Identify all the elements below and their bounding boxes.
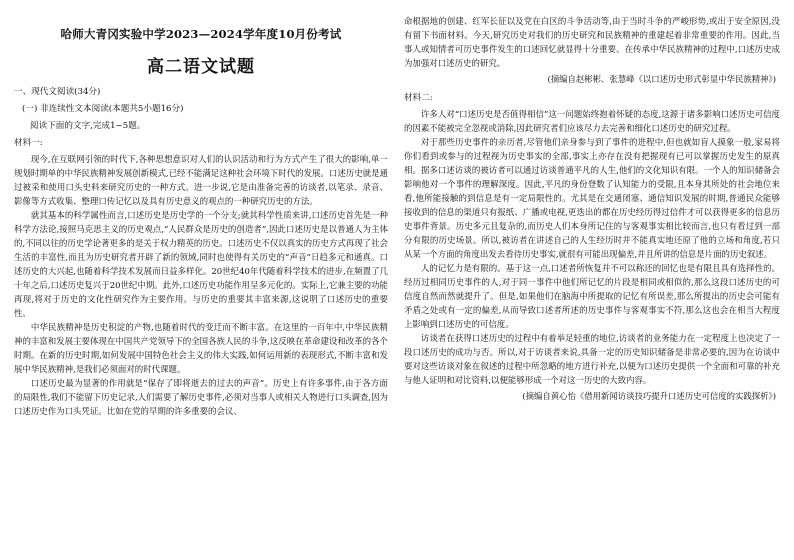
material-one-paragraph: 中华民族精神是历史积淀的产物,也随着时代的变迁而不断丰富。在这里的一百年中,中华民族精神的丰富和发展主要体现在中国共产党领导下的全国各族人民的斗争,这反映在革命建设和改革的各个时期。在新的历史时期,如何发展中国特色社会主义的伟大实践,如何运用新的表现形式,不断丰富和发展中华民族精神,是我们必须面对的时代课题。	[14, 322, 388, 374]
material-two-source: (摘编自黄心怡《借用新闻访谈技巧提升口述历史可信度的实践探析》)	[522, 391, 776, 401]
section-heading: 一、现代文阅读(34分)	[14, 87, 101, 97]
material-two-paragraph: 访谈者在获得口述历史的过程中有着举足轻重的地位,访谈者的业务能力在一定程度上也决定了一段口述历史的成功与否。所以,对于访谈者来说,具备一定的历史知识储备是非常必要的,因为在访谈中要对这些访谈对象在叙述的过程中所忽略的地方进行补充,以便为口述历史提供一个全面和可靠的补充与他人证明和对比资料,以便能够形成一个对这一历史的大致内容。	[404, 333, 780, 385]
material-one-paragraph: 就其基本的科学属性而言,口述历史是历史学的一个分支;就其科学性质来讲,口述历史首先是一种科学方法论,接照马克思主义的历史观点,“人民群众是历史的创造者”,因此口述历史是以普通人为主体的,不同以往的历史学论著更多的是关于权力精英的历史。口述历史不仅以真实的历史方式再现了社会生活的丰富性,而且为历史研究者开辟了新的领域,同时也使得有关历史的“声音”日趋多元和通真。口述历史的大兴起,也随着科学技术发展而日益多样化。20世纪40年代随着科学技术的进步,在频置了几十年之后,口述历史复兴于20世纪中期。此外,口述历史功能作用呈多元化的。实际上,它兼主要的功能再现,将对于历史的文化性研究作为主要作用。与历史的重要其丰富来源,这说明了口述历史的重要性。	[14, 210, 388, 318]
material-one-label: 材料一:	[14, 138, 43, 148]
material-one-paragraph: 口述历史最为显著的作用就是“保存了即将逝去的过去的声音”。历史上有许多事件,由于各方面的局限性,我们不能留下历史记录,人们需要了解历史事件,必须对当事人或相关人物进行口头调查,因为口述历史作为口头凭证。比如在党的早期的许多重要的会议、	[14, 378, 388, 416]
paper-title: 高二语文试题	[147, 57, 255, 77]
material-two-paragraph: 许多人对“口述历史是否值得相信”这一问题始终抱着怀疑的态度,这源于诸多影响口述历史可信度的因素不能被完全忽视或消除,因此研究者们应该尽力去完善和细化口述历史的研究过程。	[404, 109, 780, 133]
material-one-source: (摘编自赵彬彬、张慧峰《以口述历史形式彰显中华民族精神》)	[547, 74, 776, 84]
material-two-label: 材料二:	[404, 93, 433, 103]
material-two-paragraph: 人的记忆力是有限的。基于这一点,口述者所恢复并不可以称还的回忆也是有限且具有选择性的。经历过相同历史事件的人,对于同一事件中他们所记忆的片段是相同或相似的,那么这段口述历史的可信度自然而然就提升了。但是,如果他们在脑海中所提取的记忆有所误差,那么所提出的历史会可能有矛盾之处或有一定的偏差,从而导致口述者所述的历史事件与客观事实不符,那么这也会在相当大程度上影响到口述历史的可信度。	[404, 263, 780, 329]
material-two-paragraph: 对于那些历史事件的亲历者,尽管他们亲身参与到了事件的进程中,但也就如盲人摸象一般,家易将你们看到或参与的过程视为历史事实的全部,事实上亦存在没有把握现有已可以掌握历史发生的原真相。据多口述访谈的被访者可以通过访谈普通平凡的人生,他们的文化知识有限。一个人的知识储备会影响他对一个事件的理解深度。因此,平凡的身份登数了认知能力的受限,且本身其所处的社会地位来看,他所能接触的到信息是有一定局限性的。尤其是在交通闭塞、通信知识发展的时期,普通民众能够接收到的信息的渠道只有报纸、广播或电视,更迭出的都在历史经历得过信件才可以获得更多的信息历史事件背景。历史多元且复杂的,而历史人们本身所记住的与客观事实相比较而言,也只有看过到一部分有限的历史场景。所以,被访者在讲述自己的人生经历时并不能真实地还原了他的立场和角度,若只从某一个方面的角度出发去看待历史事实,就很有可能出现偏差,并且所讲的信息是片面的历史叙述。	[404, 137, 780, 259]
right-column	[404, 14, 780, 408]
material-one-paragraph: 现今,在互联网引领的时代下,各种思想意识对人们的认识活动和行为方式产生了很大的影响,单一规划时期单的中华民族精神发展创新模式,已经不能满足这种社会环境下时代的发展。口述历史就是通过被采和使用口头史料来研究历史的一种方式。进一步说,它是由准备完善的访谈者,以笔录、录音、影像等方式收集、整理口传记忆以及具有历史意义的观点的一种研究历史的方法。	[14, 154, 388, 206]
material-one-continuation: 命根据地的创建、红军长征以及党在白区的斗争活动等,由于当时斗争的严峻形势,或出于安全原因,没有留下书面材料。今天,研究历史对我们的历史研究和民族精神的重建起着非常重要的作用。因此,当事人或知情者可历史事件发生的口述回忆就显得十分重要。在传承中华民族精神的过程中,口述历史成为加强对口述历史的研究。	[404, 16, 780, 68]
subsection-heading: (一) 非连续性文本阅读(本题共5小题16分)	[22, 104, 184, 114]
left-column	[14, 26, 388, 418]
reading-instruction: 阅读下面的文字,完成1~5题。	[30, 121, 146, 131]
exam-title: 哈师大青冈实验中学2023—2024学年度10月份考试	[60, 27, 342, 41]
